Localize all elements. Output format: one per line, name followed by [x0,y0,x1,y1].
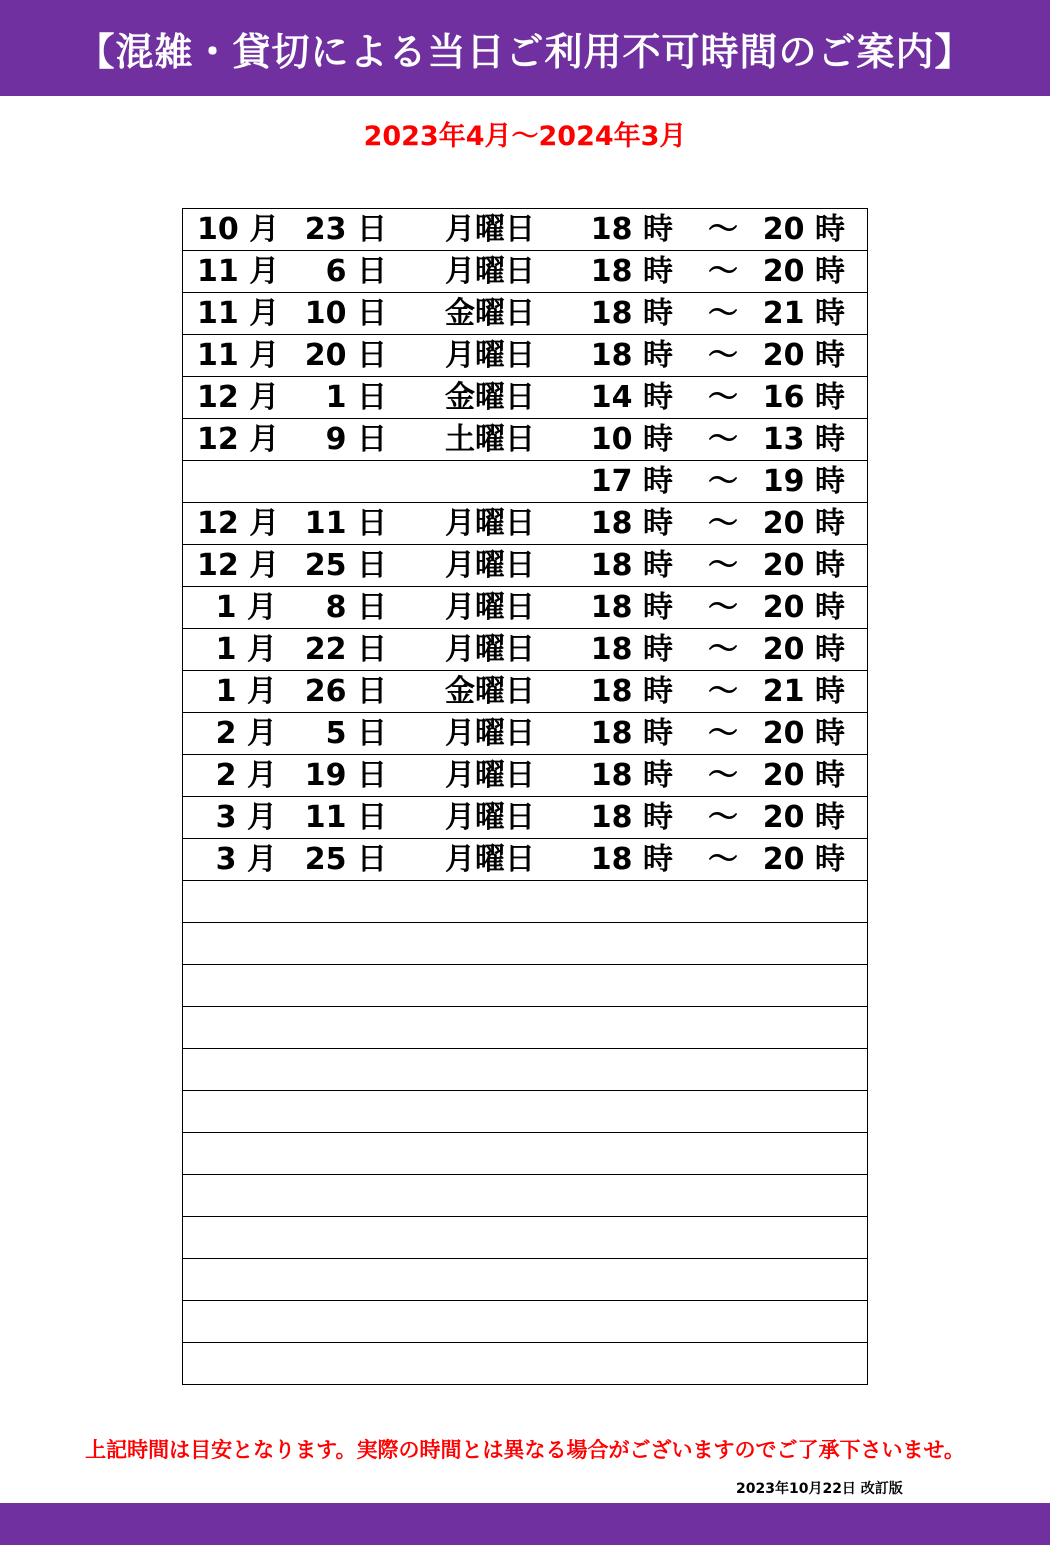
table-row [183,251,867,293]
month-cell: 11 月 [197,338,280,373]
range-separator: ～ [708,506,738,541]
weekday-cell: 月曜日 [445,506,535,541]
start-time-cell: 18 時 [590,758,673,793]
day-cell: 25 日 [304,842,387,877]
start-time-cell: 18 時 [590,506,673,541]
start-time-cell: 18 時 [590,212,673,247]
table-row [183,293,867,335]
end-time-cell: 20 時 [762,632,845,667]
day-cell: 23 日 [304,212,387,247]
table-row [183,629,867,671]
start-time-cell: 18 時 [590,590,673,625]
table-row [183,839,867,881]
table-row [183,713,867,755]
day-cell: 11 日 [304,800,387,835]
month-cell: 1 月 [215,632,277,667]
page-title: 【混雑・貸切による当日ご利用不可時間のご案内】 [76,29,974,74]
range-separator: ～ [708,548,738,583]
end-time-cell: 20 時 [762,590,845,625]
end-time-cell: 13 時 [762,422,845,457]
end-time-cell: 20 時 [762,506,845,541]
range-separator: ～ [708,254,738,289]
table-row [183,881,867,923]
start-time-cell: 18 時 [590,800,673,835]
weekday-cell: 金曜日 [445,674,535,709]
start-time-cell: 18 時 [590,254,673,289]
disclaimer-note: 上記時間は目安となります。実際の時間とは異なる場合がございますのでご了承下さいませ。 [85,1438,965,1462]
table-row [183,755,867,797]
table-row [183,209,867,251]
footer-banner [0,1503,1050,1545]
table-row [183,1175,867,1217]
weekday-cell: 月曜日 [445,548,535,583]
range-separator: ～ [708,716,738,751]
end-time-cell: 20 時 [762,338,845,373]
range-separator: ～ [708,800,738,835]
month-cell: 12 月 [197,506,280,541]
end-time-cell: 20 時 [762,254,845,289]
month-cell: 12 月 [197,548,280,583]
day-cell: 22 日 [304,632,387,667]
month-cell: 2 月 [215,758,277,793]
table-row [183,587,867,629]
range-separator: ～ [708,464,738,499]
table-row [183,797,867,839]
end-time-cell: 21 時 [762,296,845,331]
range-separator: ～ [708,674,738,709]
table-row [183,1007,867,1049]
end-time-cell: 19 時 [762,464,845,499]
end-time-cell: 20 時 [762,800,845,835]
start-time-cell: 18 時 [590,716,673,751]
weekday-cell: 月曜日 [445,254,535,289]
weekday-cell: 金曜日 [445,380,535,415]
start-time-cell: 17 時 [590,464,673,499]
month-cell: 2 月 [215,716,277,751]
end-time-cell: 20 時 [762,758,845,793]
range-separator: ～ [708,380,738,415]
start-time-cell: 18 時 [590,842,673,877]
day-cell: 5 日 [325,716,387,751]
table-row [183,1133,867,1175]
day-cell: 6 日 [325,254,387,289]
range-separator: ～ [708,296,738,331]
table-row [183,377,867,419]
start-time-cell: 18 時 [590,296,673,331]
range-separator: ～ [708,842,738,877]
start-time-cell: 14 時 [590,380,673,415]
table-row [183,545,867,587]
end-time-cell: 20 時 [762,842,845,877]
weekday-cell: 金曜日 [445,296,535,331]
day-cell: 20 日 [304,338,387,373]
end-time-cell: 20 時 [762,548,845,583]
day-cell: 19 日 [304,758,387,793]
period-label: 2023年4月～2024年3月 [363,121,687,152]
range-separator: ～ [708,758,738,793]
month-cell: 10 月 [197,212,280,247]
table-row [183,335,867,377]
table-row [183,923,867,965]
weekday-cell: 月曜日 [445,716,535,751]
end-time-cell: 21 時 [762,674,845,709]
range-separator: ～ [708,590,738,625]
table-row [183,1049,867,1091]
month-cell: 12 月 [197,380,280,415]
start-time-cell: 18 時 [590,632,673,667]
end-time-cell: 16 時 [762,380,845,415]
table-row [183,1343,867,1384]
range-separator: ～ [708,212,738,247]
day-cell: 10 日 [304,296,387,331]
month-cell: 1 月 [215,674,277,709]
table-row [183,1091,867,1133]
table-row [183,419,867,461]
day-cell: 11 日 [304,506,387,541]
start-time-cell: 10 時 [590,422,673,457]
revision-date: 2023年10月22日 改訂版 [736,1481,903,1497]
start-time-cell: 18 時 [590,548,673,583]
table-row [183,1259,867,1301]
day-cell: 9 日 [325,422,387,457]
weekday-cell: 月曜日 [445,842,535,877]
table-row [183,461,867,503]
schedule-table [182,208,868,1385]
table-row [183,503,867,545]
header-banner [0,0,1050,96]
month-cell: 3 月 [215,800,277,835]
range-separator: ～ [708,632,738,667]
weekday-cell: 月曜日 [445,632,535,667]
day-cell: 25 日 [304,548,387,583]
range-separator: ～ [708,422,738,457]
month-cell: 12 月 [197,422,280,457]
end-time-cell: 20 時 [762,716,845,751]
weekday-cell: 月曜日 [445,590,535,625]
weekday-cell: 月曜日 [445,800,535,835]
weekday-cell: 月曜日 [445,338,535,373]
month-cell: 11 月 [197,254,280,289]
start-time-cell: 18 時 [590,338,673,373]
month-cell: 1 月 [215,590,277,625]
table-row [183,1217,867,1259]
table-row [183,671,867,713]
day-cell: 1 日 [325,380,387,415]
range-separator: ～ [708,338,738,373]
start-time-cell: 18 時 [590,674,673,709]
end-time-cell: 20 時 [762,212,845,247]
weekday-cell: 月曜日 [445,758,535,793]
day-cell: 26 日 [304,674,387,709]
weekday-cell: 月曜日 [445,212,535,247]
month-cell: 11 月 [197,296,280,331]
weekday-cell: 土曜日 [445,422,535,457]
table-row [183,965,867,1007]
month-cell: 3 月 [215,842,277,877]
day-cell: 8 日 [325,590,387,625]
table-row [183,1301,867,1343]
